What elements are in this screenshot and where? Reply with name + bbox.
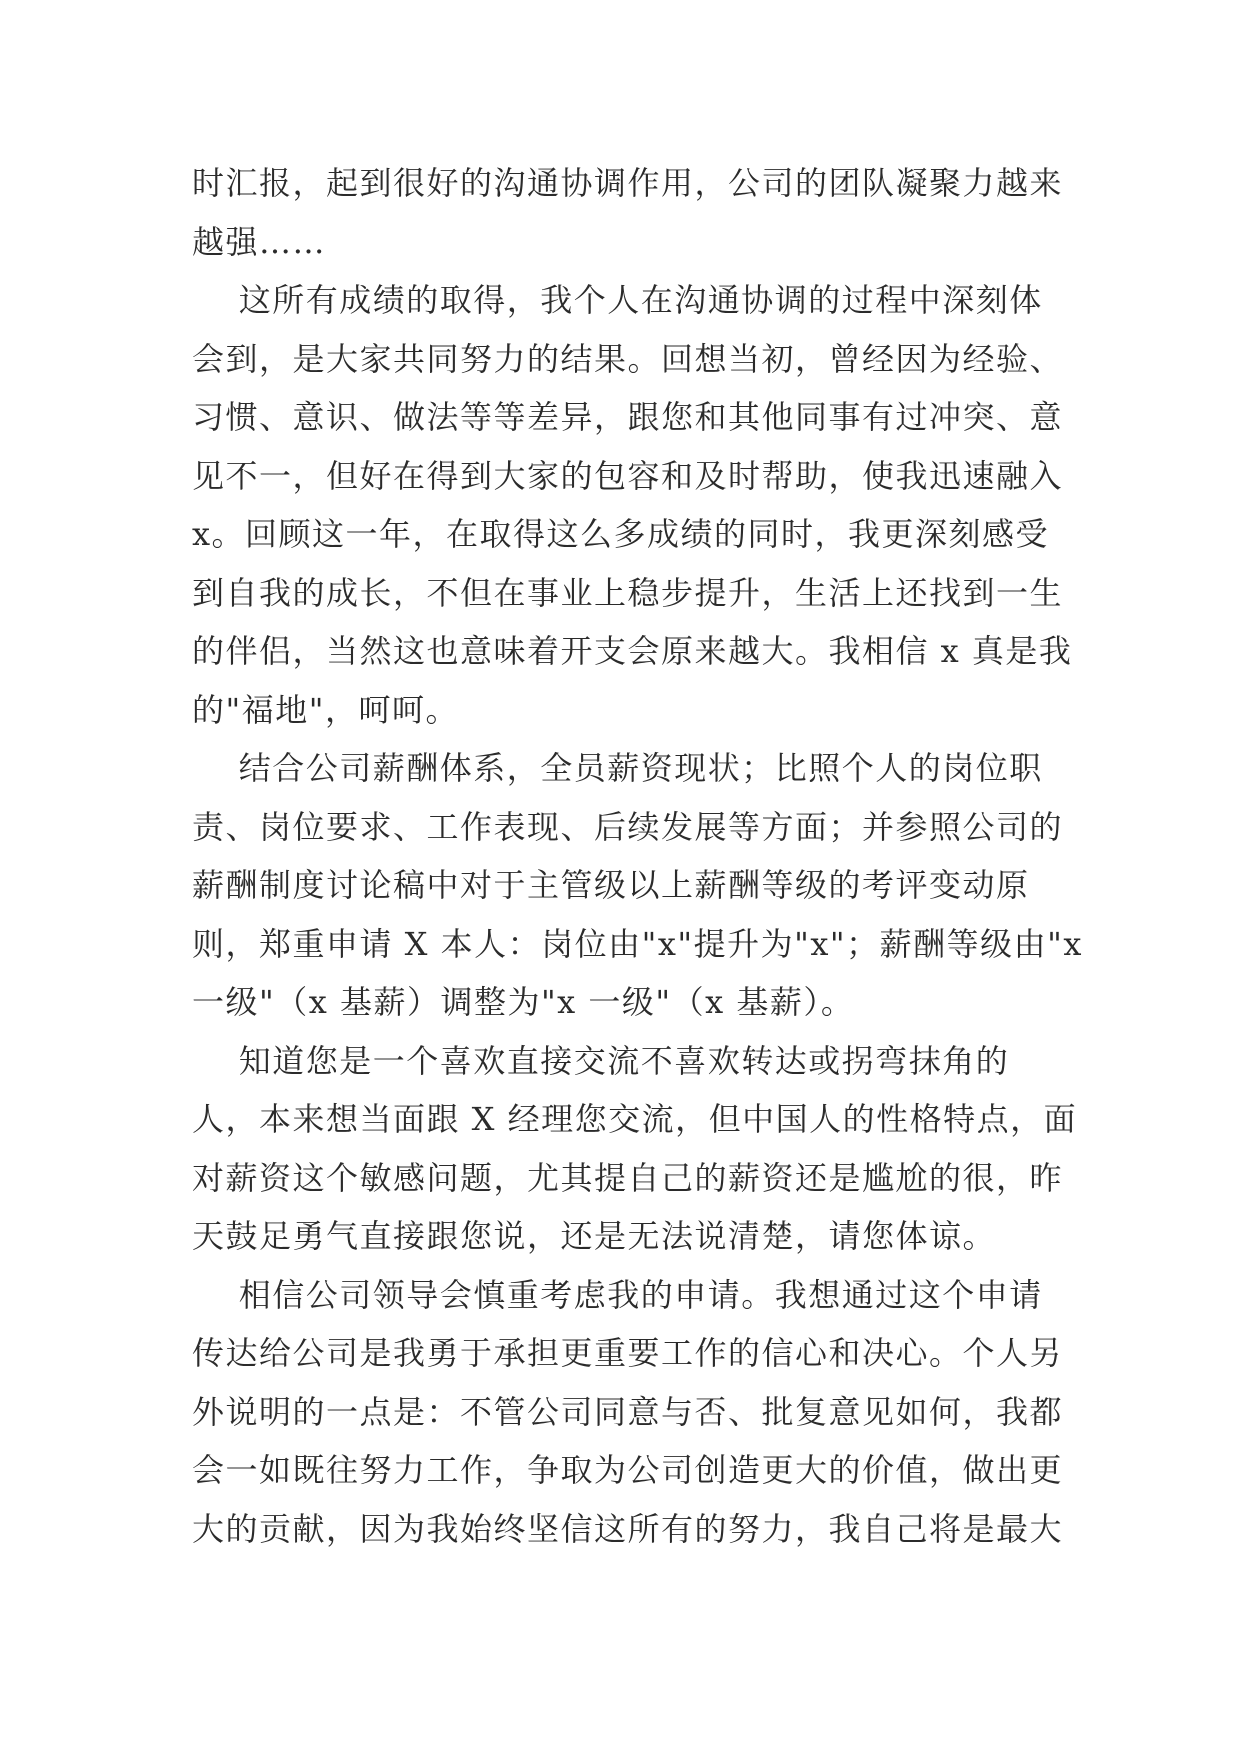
text-line: 习惯、意识、做法等等差异，跟您和其他同事有过冲突、意 <box>192 398 1064 436</box>
text-line: 天鼓足勇气直接跟您说，还是无法说清楚，请您体谅。 <box>192 1217 997 1255</box>
text-line: 的伴侣，当然这也意味着开支会原来越大。我相信 x 真是我 <box>192 632 1073 670</box>
text-line: 的"福地"，呵呵。 <box>192 690 459 729</box>
text-line: 会一如既往努力工作，争取为公司创造更大的价值，做出更 <box>192 1451 1064 1489</box>
text-line: 到自我的成长，不但在事业上稳步提升，生活上还找到一生 <box>192 573 1064 612</box>
paragraph-5 <box>192 1266 1062 1559</box>
text-line: 薪酬制度讨论稿中对于主管级以上薪酬等级的考评变动原 <box>192 866 1030 904</box>
text-line: 结合公司薪酬体系，全员薪资现状；比照个人的岗位职 <box>192 749 1043 787</box>
text-line: 传达给公司是我勇于承担更重要工作的信心和决心。个人另 <box>192 1334 1064 1372</box>
text-line: 则，郑重申请 X 本人：岗位由"x"提升为"x"；薪酬等级由"x <box>192 924 1083 963</box>
paragraph-2 <box>192 271 1073 739</box>
text-line: 一级"（x 基薪）调整为"x 一级"（x 基薪）。 <box>192 983 855 1021</box>
text-line: 相信公司领导会慎重考虑我的申请。我想通过这个申请 <box>192 1275 1043 1314</box>
text-line: 越强…… <box>192 222 327 261</box>
paragraph-1 <box>192 154 1062 271</box>
text-line: 这所有成绩的取得，我个人在沟通协调的过程中深刻体 <box>192 281 1043 319</box>
paragraph-3 <box>192 739 1083 1032</box>
text-line: x。回顾这一年，在取得这么多成绩的同时，我更深刻感受 <box>192 515 1050 553</box>
text-line: 责、岗位要求、工作表现、后续发展等方面；并参照公司的 <box>192 807 1064 846</box>
text-line: 时汇报，起到很好的沟通协调作用，公司的团队凝聚力越来 <box>192 164 1064 202</box>
text-line: 外说明的一点是：不管公司同意与否、批复意见如何，我都 <box>192 1392 1064 1431</box>
text-line: 大的贡献，因为我始终坚信这所有的努力，我自己将是最大 <box>192 1509 1064 1548</box>
document-body <box>192 154 1083 1558</box>
text-line: 知道您是一个喜欢直接交流不喜欢转达或拐弯抹角的 <box>192 1041 1010 1080</box>
text-line: 见不一，但好在得到大家的包容和及时帮助，使我迅速融入 <box>192 456 1064 495</box>
paragraph-4 <box>192 1032 1078 1266</box>
text-line: 人，本来想当面跟 X 经理您交流，但中国人的性格特点，面 <box>192 1100 1078 1138</box>
text-line: 会到，是大家共同努力的结果。回想当初，曾经因为经验、 <box>192 339 1064 378</box>
text-line: 对薪资这个敏感问题，尤其提自己的薪资还是尴尬的很，昨 <box>192 1158 1064 1197</box>
